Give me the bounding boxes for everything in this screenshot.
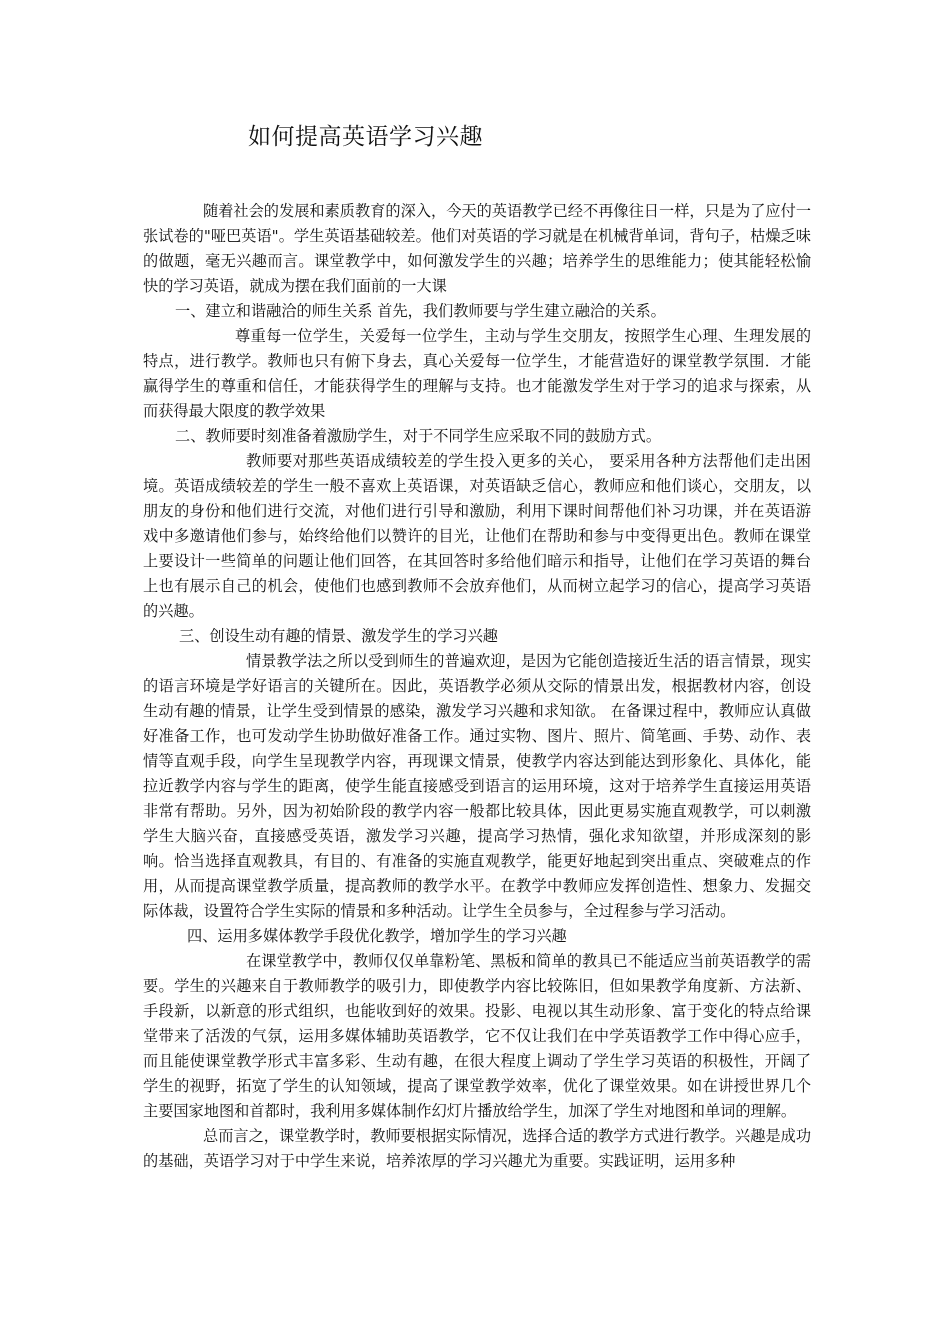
section-2-heading: 二、教师要时刻准备着激励学生，对于不同学生应采取不同的鼓励方式。 [175,427,661,445]
section-3-heading: 三、创设生动有趣的情景、激发学生的学习兴趣 [179,627,498,645]
document-body [143,199,811,1174]
document-title: 如何提高英语学习兴趣 [248,124,483,150]
section-4-heading: 四、运用多媒体教学手段优化教学，增加学生的学习兴趣 [187,927,567,945]
section-1-heading: 一、建立和谐融洽的师生关系 首先，我们教师要与学生建立融洽的关系。 [175,302,666,320]
section-3-body: 情景教学法之所以受到师生的普遍欢迎，是因为它能创造接近生活的语言情景，现实的语言环境是学好语言的关键所在。因此，英语教学必须从交际的情景出发，根据教材内容，创设生动有趣的情景，让学生受到情景的感染，激发学习兴趣和求知欲。 在备课过程中，教师应认真做好准备工作，也可发动学生协助做好准备工作。通过实物、图片、照片、简笔画、手势、动作、表情等直观手段，向学生呈现教学内容，再现课文情景，使教学内容达到能达到形象化、具体化，能拉近教学内容与学生的距离，使学生能直接感受到语言的运用环境，这对于培养学生直接运用英语非常有帮助。另外，因为初始阶段的教学内容一般都比较具体，因此更易实施直观教学，可以刺激学生大脑兴奋，直接感受英语，激发学习兴趣，提高学习热情，强化求知欲望，并形成深刻的影响。恰当选择直观教具，有目的、有准备的实施直观教学，能更好地起到突出重点、突破难点的作用，从而提高课堂教学质量，提高教师的教学水平。在教学中教师应发挥创造性、想象力、发掘交际体裁，设置符合学生实际的情景和多种活动。让学生全员参与，全过程参与学习活动。 [143,652,811,920]
section-4-body: 在课堂教学中，教师仅仅单靠粉笔、黑板和简单的教具已不能适应当前英语教学的需要。学生的兴趣来自于教师教学的吸引力，即使教学内容比较陈旧，但如果教学角度新、方法新、手段新，以新意的形式组织，也能收到好的效果。投影、电视以其生动形象、富于变化的特点给课堂带来了活泼的气氛，运用多媒体辅助英语教学，它不仅让我们在中学英语教学工作中得心应手，而且能使课堂教学形式丰富多彩、生动有趣，在很大程度上调动了学生学习英语的积极性，开阔了学生的视野，拓宽了学生的认知领域，提高了课堂教学效率，优化了课堂效果。如在讲授世界几个主要国家地图和首都时，我利用多媒体制作幻灯片播放给学生，加深了学生对地图和单词的理解。 [143,952,811,1120]
conclusion-paragraph: 总而言之，课堂教学时，教师要根据实际情况，选择合适的教学方式进行教学。兴趣是成功的基础，英语学习对于中学生来说，培养浓厚的学习兴趣尤为重要。实践证明，运用多种 [143,1127,811,1170]
section-2-body: 教师要对那些英语成绩较差的学生投入更多的关心， 要采用各种方法帮他们走出困境。英语成绩较差的学生一般不喜欢上英语课，对英语缺乏信心，教师应和他们谈心，交朋友，以朋友的身份和他们进行交流，对他们进行引导和激励，利用下课时间帮他们补习功课，并在英语游戏中多邀请他们参与，始终给他们以赞许的目光，让他们在帮助和参与中变得更出色。教师在课堂上要设计一些简单的问题让他们回答，在其回答时多给他们暗示和指导，让他们在学习英语的舞台上也有展示自己的机会，使他们也感到教师不会放弃他们，从而树立起学习的信心，提高学习英语的兴趣。 [143,452,811,620]
section-1-body: 尊重每一位学生，关爱每一位学生，主动与学生交朋友，按照学生心理、生理发展的特点，进行教学。教师也只有俯下身去，真心关爱每一位学生，才能营造好的课堂教学氛围．才能赢得学生的尊重和信任，才能获得学生的理解与支持。也才能激发学生对于学习的追求与探索，从而获得最大限度的教学效果 [143,327,811,420]
intro-paragraph: 随着社会的发展和素质教育的深入，今天的英语教学已经不再像往日一样，只是为了应付一张试卷的"哑巴英语"。学生英语基础较差。他们对英语的学习就是在机械背单词，背句子，枯燥乏味的做题，毫无兴趣而言。课堂教学中，如何激发学生的兴趣；培养学生的思维能力；使其能轻松愉快的学习英语，就成为摆在我们面前的一大课 [143,202,811,295]
